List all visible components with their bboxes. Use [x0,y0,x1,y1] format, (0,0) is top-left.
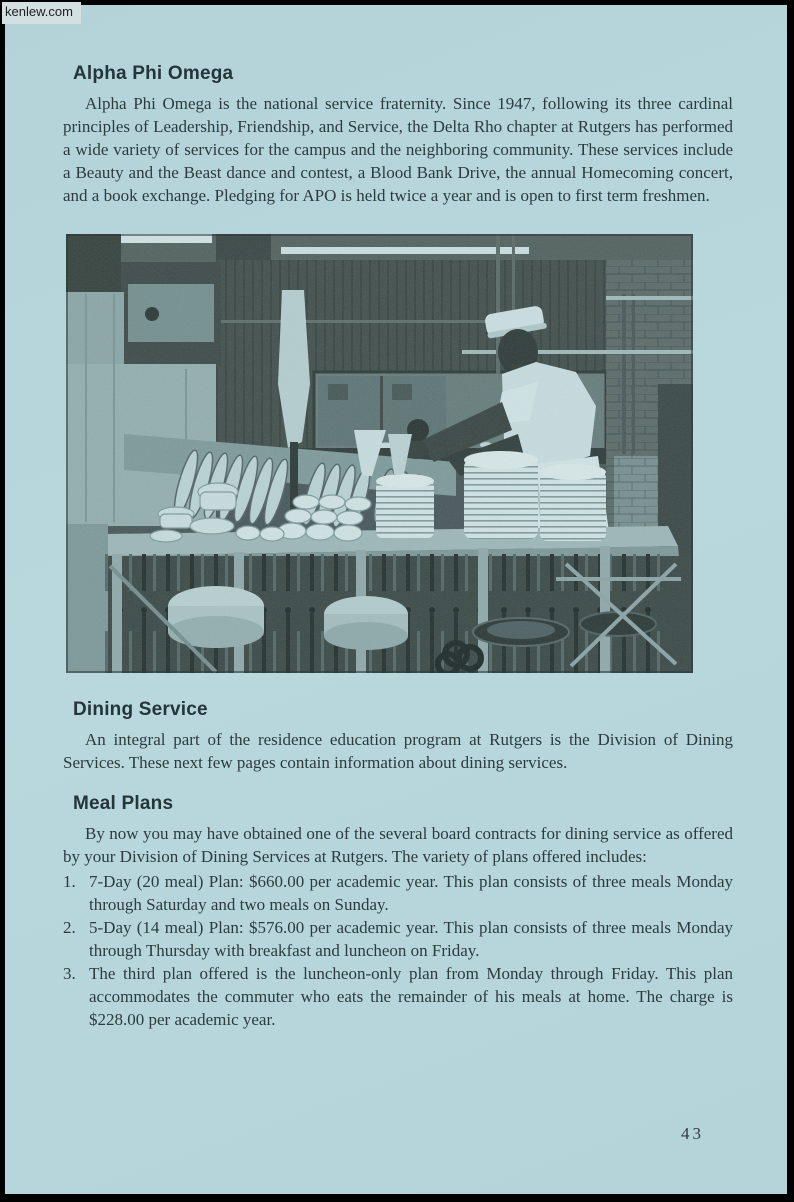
meal-plan-item-2-number: 2. [63,918,76,937]
page-number: 43 [681,1124,704,1143]
dining-service-paragraph: An integral part of the residence education program at Rutgers is the Division of Dining Services. These next few pages contain information about dining services. [63,730,733,772]
page-paper [5,5,787,1194]
meal-plan-item-3-number: 3. [63,964,76,983]
alpha-phi-omega-paragraph: Alpha Phi Omega is the national service fraternity. Since 1947, following its three cardinal principles of Leadership, Friendship, and Service, the Delta Rho chapter at Rutgers has performed a wide variety of services for the campus and the neighboring community. These services include a Beauty and the Beast dance and contest, a Blood Bank Drive, the annual Homecoming concert, and a book exchange. Pledging for APO is held twice a year and is open to first term freshmen. [63,94,733,205]
dining-hall-photo [66,234,693,673]
meal-plan-item-1-number: 1. [63,872,76,891]
section-heading-meal-plans: Meal Plans [73,793,174,814]
meal-plan-item-3 [63,962,733,1031]
section-heading-dining-service: Dining Service [73,699,208,720]
meal-plan-list [63,870,733,1031]
meal-plan-item-3-text: The third plan offered is the luncheon-only plan from Monday through Friday. This plan accommodates the commuter who eats the remainder of his meals at home. The charge is $228.00 per academic year. [89,964,733,1029]
watermark: kenlew.com [2,2,81,24]
meal-plan-item-1-text: 7-Day (20 meal) Plan: $660.00 per academic year. This plan consists of three meals Monday through Saturday and two meals on Sunday. [89,872,733,914]
meal-plans-intro: By now you may have obtained one of the several board contracts for dining service as offered by your Division of Dining Services at Rutgers. The variety of plans offered includes: [63,824,733,866]
dining-hall-photo-illustration [66,234,693,673]
meal-plan-item-2-text: 5-Day (14 meal) Plan: $576.00 per academic year. This plan consists of three meals Monday through Thursday with breakfast and luncheon on Friday. [89,918,733,960]
section-heading-alpha-phi-omega: Alpha Phi Omega [73,63,234,84]
meal-plan-item-2 [63,916,733,962]
meal-plan-item-1 [63,870,733,916]
